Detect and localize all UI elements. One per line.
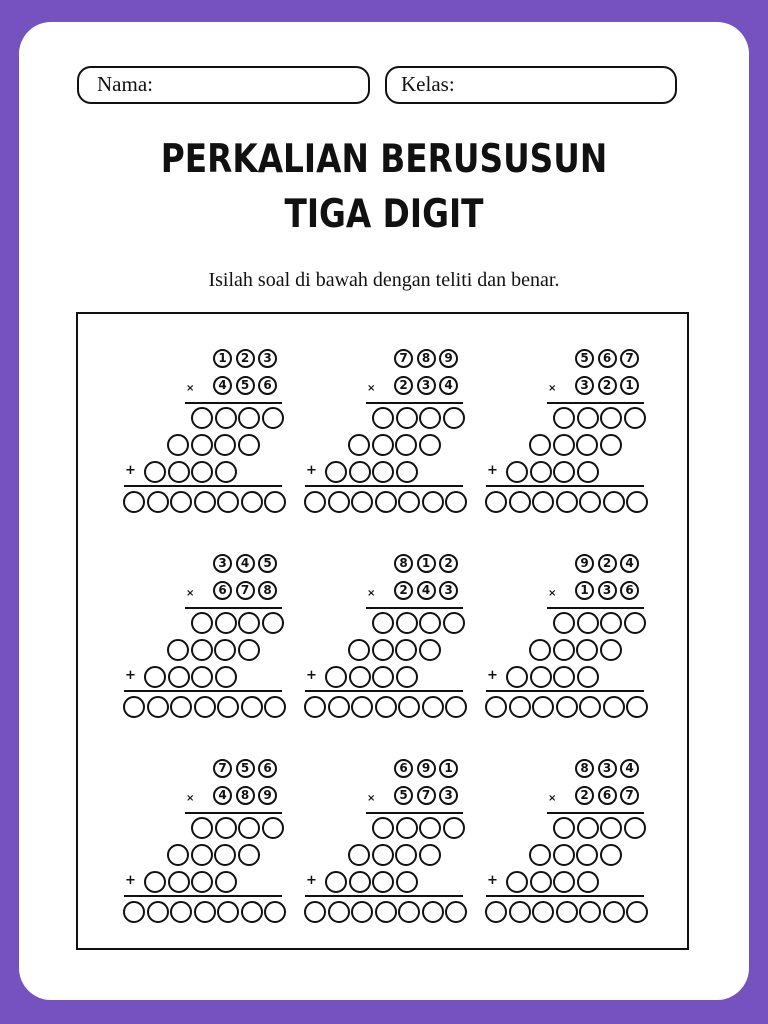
partial-answer-slot[interactable] xyxy=(529,844,551,866)
multiplicand-digit: 4 xyxy=(620,554,639,573)
final-answer-slot[interactable] xyxy=(170,696,192,718)
times-sign: × xyxy=(367,793,376,804)
partial-answer-slot[interactable] xyxy=(215,407,237,429)
final-answer-slot[interactable] xyxy=(351,901,373,923)
multiplication-problem xyxy=(482,754,652,934)
worksheet xyxy=(19,22,749,1000)
partial-answer-slot[interactable] xyxy=(144,871,166,893)
final-answer-slot[interactable] xyxy=(375,696,397,718)
class-field[interactable] xyxy=(385,66,677,104)
partial-answer-slot[interactable] xyxy=(238,844,260,866)
plus-sign: + xyxy=(487,463,498,478)
multiplier-digit: 2 xyxy=(575,786,594,805)
partial-answer-slot[interactable] xyxy=(262,407,284,429)
multiplicand-digit: 9 xyxy=(575,554,594,573)
partial-answer-slot[interactable] xyxy=(349,666,371,688)
partial-answer-slot[interactable] xyxy=(419,817,441,839)
partial-answer-slot[interactable] xyxy=(506,666,528,688)
final-answer-slot[interactable] xyxy=(422,696,444,718)
final-answer-slot[interactable] xyxy=(264,901,286,923)
multiplication-problem xyxy=(120,549,290,729)
final-answer-slot[interactable] xyxy=(147,696,169,718)
multiplication-problem xyxy=(301,549,471,729)
final-answer-slot[interactable] xyxy=(422,491,444,513)
multiplication-problem xyxy=(482,344,652,524)
multiplication-problem xyxy=(301,344,471,524)
partial-answer-slot[interactable] xyxy=(238,407,260,429)
partial-answer-slot[interactable] xyxy=(167,844,189,866)
multiplicand-digit: 6 xyxy=(394,759,413,778)
final-answer-slot[interactable] xyxy=(194,491,216,513)
final-answer-slot[interactable] xyxy=(328,491,350,513)
partial-answer-slot[interactable] xyxy=(553,817,575,839)
partial-answer-slot[interactable] xyxy=(214,844,236,866)
partial-answer-slot[interactable] xyxy=(530,871,552,893)
final-answer-slot[interactable] xyxy=(579,901,601,923)
sum-line xyxy=(124,690,282,692)
multiplier-digit: 2 xyxy=(394,376,413,395)
multiplicand-digit: 1 xyxy=(213,349,232,368)
title-line-1: PERKALIAN BERUSUSUN xyxy=(160,137,608,182)
multiplicand-digit: 2 xyxy=(598,554,617,573)
multiplier-digit: 4 xyxy=(213,376,232,395)
multiplier-digit: 6 xyxy=(620,581,639,600)
final-answer-slot[interactable] xyxy=(375,491,397,513)
partial-answer-slot[interactable] xyxy=(348,639,370,661)
multiplier-digit: 2 xyxy=(598,376,617,395)
sum-line xyxy=(486,690,644,692)
sum-line xyxy=(486,485,644,487)
multiplier-digit: 2 xyxy=(394,581,413,600)
final-answer-slot[interactable] xyxy=(170,901,192,923)
partial-answer-slot[interactable] xyxy=(577,871,599,893)
partial-answer-slot[interactable] xyxy=(443,612,465,634)
partial-answer-slot[interactable] xyxy=(577,461,599,483)
multiplicand-digit: 7 xyxy=(620,349,639,368)
partial-answer-slot[interactable] xyxy=(396,461,418,483)
partial-answer-slot[interactable] xyxy=(396,817,418,839)
partial-answer-slot[interactable] xyxy=(214,434,236,456)
partial-answer-slot[interactable] xyxy=(600,844,622,866)
partial-answer-slot[interactable] xyxy=(191,612,213,634)
final-answer-slot[interactable] xyxy=(328,696,350,718)
plus-sign: + xyxy=(125,668,136,683)
multiplier-digit: 4 xyxy=(213,786,232,805)
final-answer-slot[interactable] xyxy=(556,696,578,718)
partial-answer-slot[interactable] xyxy=(215,666,237,688)
partial-answer-slot[interactable] xyxy=(553,612,575,634)
partial-answer-slot[interactable] xyxy=(325,461,347,483)
multiplicand-digit: 5 xyxy=(575,349,594,368)
multiplicand-digit: 3 xyxy=(598,759,617,778)
partial-answer-slot[interactable] xyxy=(600,612,622,634)
multiplicand-digit: 8 xyxy=(575,759,594,778)
partial-answer-slot[interactable] xyxy=(600,407,622,429)
final-answer-slot[interactable] xyxy=(194,696,216,718)
final-answer-slot[interactable] xyxy=(241,696,263,718)
partial-answer-slot[interactable] xyxy=(349,871,371,893)
partial-answer-slot[interactable] xyxy=(349,461,371,483)
multiplicand-digit: 7 xyxy=(394,349,413,368)
partial-answer-slot[interactable] xyxy=(530,461,552,483)
plus-sign: + xyxy=(487,668,498,683)
partial-answer-slot[interactable] xyxy=(191,666,213,688)
partial-answer-slot[interactable] xyxy=(325,666,347,688)
partial-answer-slot[interactable] xyxy=(191,434,213,456)
final-answer-slot[interactable] xyxy=(264,491,286,513)
partial-answer-slot[interactable] xyxy=(553,639,575,661)
final-answer-slot[interactable] xyxy=(375,901,397,923)
multiplicand-digit: 8 xyxy=(394,554,413,573)
partial-answer-slot[interactable] xyxy=(576,844,598,866)
partial-answer-slot[interactable] xyxy=(576,639,598,661)
sum-line xyxy=(124,895,282,897)
partial-answer-slot[interactable] xyxy=(529,434,551,456)
final-answer-slot[interactable] xyxy=(445,696,467,718)
sum-line xyxy=(124,485,282,487)
multiplicand-digit: 3 xyxy=(258,349,277,368)
multiplier-digit: 7 xyxy=(417,786,436,805)
plus-sign: + xyxy=(487,873,498,888)
multiplier-digit: 3 xyxy=(439,581,458,600)
final-answer-slot[interactable] xyxy=(351,491,373,513)
final-answer-slot[interactable] xyxy=(123,901,145,923)
partial-answer-slot[interactable] xyxy=(506,461,528,483)
partial-answer-slot[interactable] xyxy=(215,612,237,634)
final-answer-slot[interactable] xyxy=(445,491,467,513)
partial-answer-slot[interactable] xyxy=(553,407,575,429)
partial-answer-slot[interactable] xyxy=(168,871,190,893)
multiplier-digit: 6 xyxy=(258,376,277,395)
operation-line xyxy=(185,402,282,404)
multiplier-digit: 3 xyxy=(575,376,594,395)
final-answer-slot[interactable] xyxy=(170,491,192,513)
plus-sign: + xyxy=(306,668,317,683)
partial-answer-slot[interactable] xyxy=(600,434,622,456)
times-sign: × xyxy=(548,383,557,394)
final-answer-slot[interactable] xyxy=(304,491,326,513)
partial-answer-slot[interactable] xyxy=(396,407,418,429)
title-line-2: TIGA DIGIT xyxy=(284,192,484,237)
partial-answer-slot[interactable] xyxy=(396,666,418,688)
partial-answer-slot[interactable] xyxy=(348,844,370,866)
multiplication-problem xyxy=(120,754,290,934)
partial-answer-slot[interactable] xyxy=(167,639,189,661)
partial-answer-slot[interactable] xyxy=(372,666,394,688)
final-answer-slot[interactable] xyxy=(445,901,467,923)
multiplicand-digit: 4 xyxy=(620,759,639,778)
times-sign: × xyxy=(548,588,557,599)
partial-answer-slot[interactable] xyxy=(600,639,622,661)
multiplicand-digit: 9 xyxy=(417,759,436,778)
final-answer-slot[interactable] xyxy=(579,696,601,718)
final-answer-slot[interactable] xyxy=(509,901,531,923)
operation-line xyxy=(185,812,282,814)
final-answer-slot[interactable] xyxy=(422,901,444,923)
name-label: Nama: xyxy=(97,72,153,96)
final-answer-slot[interactable] xyxy=(147,491,169,513)
partial-answer-slot[interactable] xyxy=(372,817,394,839)
plus-sign: + xyxy=(125,873,136,888)
final-answer-slot[interactable] xyxy=(123,491,145,513)
partial-answer-slot[interactable] xyxy=(624,407,646,429)
partial-answer-slot[interactable] xyxy=(577,407,599,429)
final-answer-slot[interactable] xyxy=(264,696,286,718)
partial-answer-slot[interactable] xyxy=(191,871,213,893)
final-answer-slot[interactable] xyxy=(398,491,420,513)
name-field[interactable] xyxy=(77,66,370,104)
operation-line xyxy=(366,402,463,404)
partial-answer-slot[interactable] xyxy=(238,612,260,634)
partial-answer-slot[interactable] xyxy=(506,871,528,893)
partial-answer-slot[interactable] xyxy=(191,461,213,483)
multiplicand-digit: 1 xyxy=(439,759,458,778)
partial-answer-slot[interactable] xyxy=(553,461,575,483)
multiplicand-digit: 7 xyxy=(213,759,232,778)
final-answer-slot[interactable] xyxy=(304,696,326,718)
partial-answer-slot[interactable] xyxy=(167,434,189,456)
plus-sign: + xyxy=(125,463,136,478)
times-sign: × xyxy=(548,793,557,804)
partial-answer-slot[interactable] xyxy=(553,871,575,893)
multiplication-problem xyxy=(301,754,471,934)
problems-grid xyxy=(76,312,689,950)
final-answer-slot[interactable] xyxy=(217,696,239,718)
sum-line xyxy=(486,895,644,897)
partial-answer-slot[interactable] xyxy=(443,407,465,429)
times-sign: × xyxy=(367,588,376,599)
partial-answer-slot[interactable] xyxy=(214,639,236,661)
final-answer-slot[interactable] xyxy=(304,901,326,923)
final-answer-slot[interactable] xyxy=(123,696,145,718)
partial-answer-slot[interactable] xyxy=(168,666,190,688)
partial-answer-slot[interactable] xyxy=(576,434,598,456)
partial-answer-slot[interactable] xyxy=(372,639,394,661)
final-answer-slot[interactable] xyxy=(485,696,507,718)
multiplication-problem xyxy=(482,549,652,729)
final-answer-slot[interactable] xyxy=(328,901,350,923)
final-answer-slot[interactable] xyxy=(556,901,578,923)
partial-answer-slot[interactable] xyxy=(372,434,394,456)
final-answer-slot[interactable] xyxy=(194,901,216,923)
partial-answer-slot[interactable] xyxy=(215,461,237,483)
plus-sign: + xyxy=(306,873,317,888)
partial-answer-slot[interactable] xyxy=(262,817,284,839)
final-answer-slot[interactable] xyxy=(351,696,373,718)
partial-answer-slot[interactable] xyxy=(396,612,418,634)
times-sign: × xyxy=(367,383,376,394)
class-label: Kelas: xyxy=(401,72,455,96)
multiplier-digit: 8 xyxy=(236,786,255,805)
instruction-text: Isilah soal di bawah dengan teliti dan benar. xyxy=(208,269,560,291)
partial-answer-slot[interactable] xyxy=(372,612,394,634)
partial-answer-slot[interactable] xyxy=(419,639,441,661)
partial-answer-slot[interactable] xyxy=(553,434,575,456)
multiplier-digit: 1 xyxy=(620,376,639,395)
multiplicand-digit: 5 xyxy=(258,554,277,573)
final-answer-slot[interactable] xyxy=(485,491,507,513)
multiplier-digit: 3 xyxy=(417,376,436,395)
final-answer-slot[interactable] xyxy=(556,491,578,513)
final-answer-slot[interactable] xyxy=(603,491,625,513)
partial-answer-slot[interactable] xyxy=(577,612,599,634)
partial-answer-slot[interactable] xyxy=(215,817,237,839)
operation-line xyxy=(366,812,463,814)
multiplier-digit: 6 xyxy=(598,786,617,805)
multiplication-problem xyxy=(120,344,290,524)
partial-answer-slot[interactable] xyxy=(372,844,394,866)
final-answer-slot[interactable] xyxy=(532,901,554,923)
operation-line xyxy=(547,607,644,609)
final-answer-slot[interactable] xyxy=(603,901,625,923)
final-answer-slot[interactable] xyxy=(579,491,601,513)
multiplicand-digit: 3 xyxy=(213,554,232,573)
partial-answer-slot[interactable] xyxy=(191,817,213,839)
partial-answer-slot[interactable] xyxy=(624,612,646,634)
final-answer-slot[interactable] xyxy=(217,901,239,923)
partial-answer-slot[interactable] xyxy=(600,817,622,839)
final-answer-slot[interactable] xyxy=(485,901,507,923)
partial-answer-slot[interactable] xyxy=(530,666,552,688)
final-answer-slot[interactable] xyxy=(398,901,420,923)
multiplicand-digit: 5 xyxy=(236,759,255,778)
final-answer-slot[interactable] xyxy=(626,491,648,513)
multiplier-digit: 7 xyxy=(236,581,255,600)
final-answer-slot[interactable] xyxy=(509,491,531,513)
partial-answer-slot[interactable] xyxy=(395,639,417,661)
partial-answer-slot[interactable] xyxy=(215,871,237,893)
multiplier-digit: 4 xyxy=(417,581,436,600)
times-sign: × xyxy=(186,588,195,599)
partial-answer-slot[interactable] xyxy=(372,407,394,429)
multiplier-digit: 7 xyxy=(620,786,639,805)
multiplicand-digit: 6 xyxy=(258,759,277,778)
partial-answer-slot[interactable] xyxy=(238,817,260,839)
partial-answer-slot[interactable] xyxy=(191,639,213,661)
multiplicand-digit: 1 xyxy=(417,554,436,573)
partial-answer-slot[interactable] xyxy=(144,666,166,688)
partial-answer-slot[interactable] xyxy=(624,817,646,839)
operation-line xyxy=(366,607,463,609)
final-answer-slot[interactable] xyxy=(532,696,554,718)
final-answer-slot[interactable] xyxy=(217,491,239,513)
final-answer-slot[interactable] xyxy=(603,696,625,718)
partial-answer-slot[interactable] xyxy=(419,844,441,866)
multiplier-digit: 8 xyxy=(258,581,277,600)
multiplicand-digit: 2 xyxy=(439,554,458,573)
final-answer-slot[interactable] xyxy=(509,696,531,718)
final-answer-slot[interactable] xyxy=(241,901,263,923)
partial-answer-slot[interactable] xyxy=(553,666,575,688)
partial-answer-slot[interactable] xyxy=(191,407,213,429)
partial-answer-slot[interactable] xyxy=(238,639,260,661)
sum-line xyxy=(305,895,463,897)
plus-sign: + xyxy=(306,463,317,478)
multiplicand-digit: 2 xyxy=(236,349,255,368)
partial-answer-slot[interactable] xyxy=(191,844,213,866)
sum-line xyxy=(305,690,463,692)
partial-answer-slot[interactable] xyxy=(348,434,370,456)
final-answer-slot[interactable] xyxy=(626,696,648,718)
multiplier-digit: 3 xyxy=(598,581,617,600)
multiplier-digit: 9 xyxy=(258,786,277,805)
partial-answer-slot[interactable] xyxy=(419,612,441,634)
final-answer-slot[interactable] xyxy=(532,491,554,513)
multiplicand-digit: 8 xyxy=(417,349,436,368)
partial-answer-slot[interactable] xyxy=(553,844,575,866)
times-sign: × xyxy=(186,383,195,394)
operation-line xyxy=(185,607,282,609)
final-answer-slot[interactable] xyxy=(398,696,420,718)
operation-line xyxy=(547,812,644,814)
partial-answer-slot[interactable] xyxy=(396,871,418,893)
multiplicand-digit: 9 xyxy=(439,349,458,368)
sum-line xyxy=(305,485,463,487)
multiplier-digit: 1 xyxy=(575,581,594,600)
partial-answer-slot[interactable] xyxy=(419,407,441,429)
final-answer-slot[interactable] xyxy=(626,901,648,923)
times-sign: × xyxy=(186,793,195,804)
multiplier-digit: 5 xyxy=(394,786,413,805)
partial-answer-slot[interactable] xyxy=(168,461,190,483)
multiplicand-digit: 4 xyxy=(236,554,255,573)
partial-answer-slot[interactable] xyxy=(238,434,260,456)
partial-answer-slot[interactable] xyxy=(372,871,394,893)
multiplier-digit: 5 xyxy=(236,376,255,395)
multiplier-digit: 6 xyxy=(213,581,232,600)
final-answer-slot[interactable] xyxy=(241,491,263,513)
partial-answer-slot[interactable] xyxy=(443,817,465,839)
multiplicand-digit: 6 xyxy=(598,349,617,368)
multiplier-digit: 3 xyxy=(439,786,458,805)
partial-answer-slot[interactable] xyxy=(419,434,441,456)
partial-answer-slot[interactable] xyxy=(577,817,599,839)
partial-answer-slot[interactable] xyxy=(372,461,394,483)
partial-answer-slot[interactable] xyxy=(325,871,347,893)
operation-line xyxy=(547,402,644,404)
partial-answer-slot[interactable] xyxy=(529,639,551,661)
partial-answer-slot[interactable] xyxy=(395,434,417,456)
partial-answer-slot[interactable] xyxy=(262,612,284,634)
partial-answer-slot[interactable] xyxy=(144,461,166,483)
partial-answer-slot[interactable] xyxy=(395,844,417,866)
partial-answer-slot[interactable] xyxy=(577,666,599,688)
multiplier-digit: 4 xyxy=(439,376,458,395)
final-answer-slot[interactable] xyxy=(147,901,169,923)
